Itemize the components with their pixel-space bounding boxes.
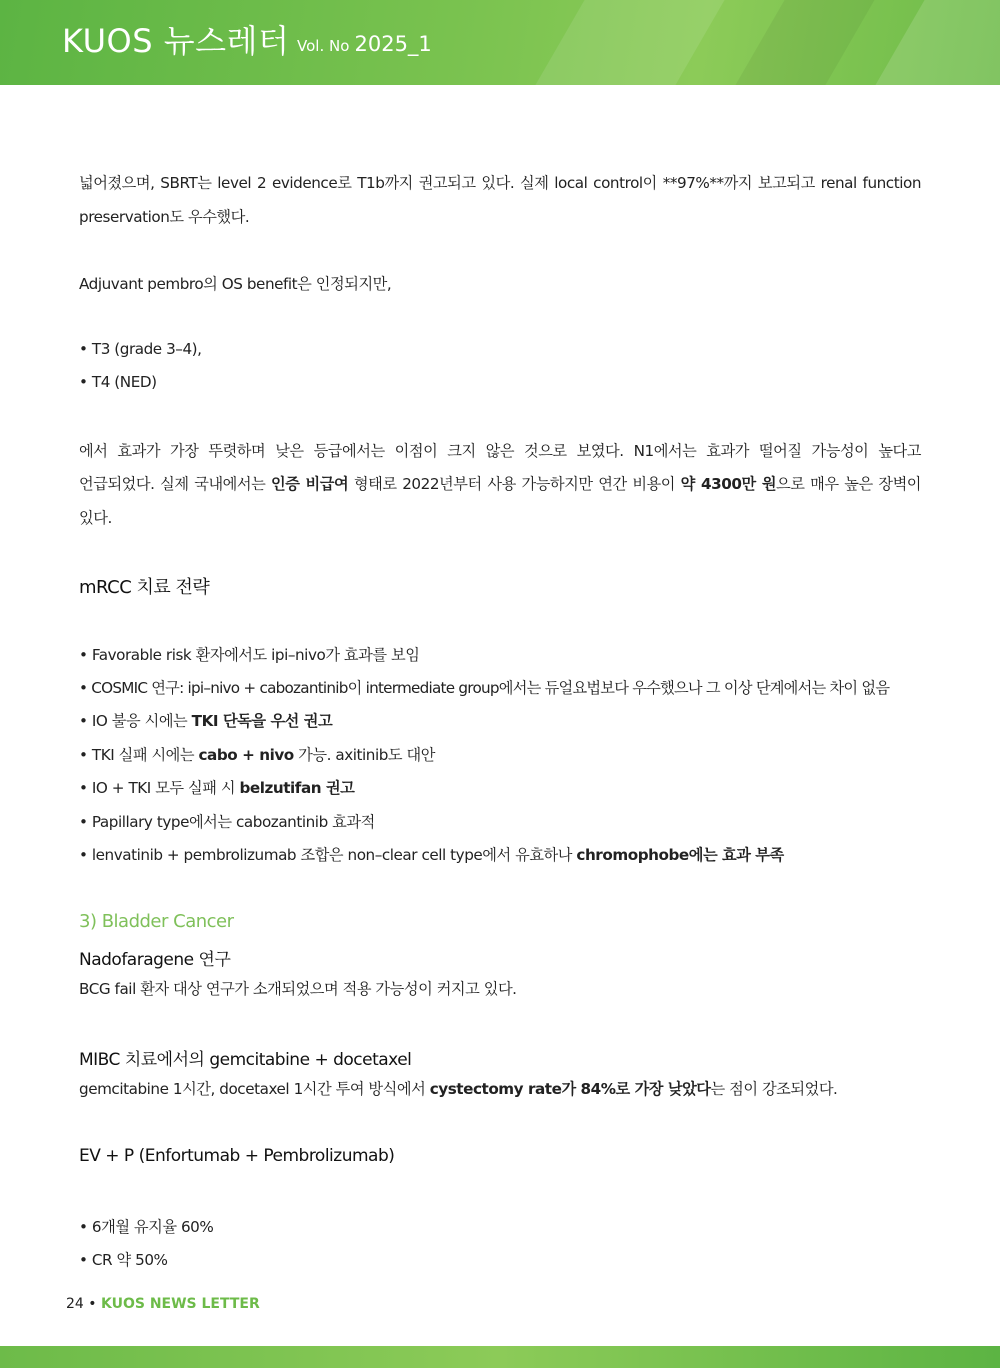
section-heading: mRCC 치료 전략 [79,577,210,598]
text-span: • IO + TKI 모두 실패 시 [79,779,240,797]
text-span: 형태로 2022년부터 사용 가능하지만 연간 비용이 [348,475,681,493]
paragraph-line [79,1078,837,1099]
issue-value: 2025_1 [354,32,432,56]
paragraph-line: BCG fail 환자 대상 연구가 소개되었으며 적용 가능성이 커지고 있다. [79,980,517,998]
list-item [79,844,784,865]
bold-text: belzutifan 권고 [239,779,355,797]
paragraph-line [79,473,921,494]
header-decoration [735,0,874,85]
newsletter-title: KUOS 뉴스레터 [62,22,290,60]
list-item: • 6개월 유지율 60% [79,1218,214,1236]
list-item [79,710,332,731]
header-decoration [875,0,1000,85]
paragraph-line: preservation도 우수했다. [79,208,250,226]
header-decoration [535,0,724,85]
list-item: • T4 (NED) [79,373,157,391]
paragraph-line: 넓어졌으며, SBRT는 level 2 evidence로 T1b까지 권고되고 있다. 실제 local control이 **97%**까지 보고되고 renal function [79,174,921,192]
section-heading: 3) Bladder Cancer [79,911,234,932]
text-span: 는 점이 강조되었다. [710,1080,838,1098]
list-item [79,744,435,765]
list-item: • CR 약 50% [79,1251,168,1269]
subsection-heading: EV + P (Enfortumab + Pembrolizumab) [79,1146,395,1166]
page-number: 24 [66,1296,84,1312]
text-span: 으로 매우 높은 장벽이 [776,475,922,493]
paragraph-line: 에서 효과가 가장 뚜렷하며 낮은 등급에서는 이점이 크지 않은 것으로 보였다. N1에서는 효과가 떨어질 가능성이 높다고 [79,442,921,460]
footer-separator: • [88,1296,97,1312]
page-header [0,0,1000,85]
list-item [79,777,354,798]
paragraph-line: Adjuvant pembro의 OS benefit은 인정되지만, [79,275,392,293]
bold-text: 약 4300만 원 [680,475,777,493]
text-span: 가능. axitinib도 대안 [293,746,435,764]
footer-newsletter-name: KUOS NEWS LETTER [101,1296,260,1312]
text-span: • IO 불응 시에는 [79,712,192,730]
bold-text: cystectomy rate가 84%로 가장 낮았다 [429,1080,711,1098]
footer-bar [0,1346,1000,1368]
text-span: gemcitabine 1시간, docetaxel 1시간 투여 방식에서 [79,1080,430,1098]
bold-text: TKI 단독을 우선 권고 [191,712,333,730]
bold-text: chromophobe에는 효과 부족 [576,846,784,864]
issue-number [297,32,432,56]
list-item: • COSMIC 연구: ipi–nivo + cabozantinib이 intermediate group에서는 듀얼요법보다 우수했으나 그 이상 단계에서는 차이 없음 [79,679,890,697]
text-span: • lenvatinib + pembrolizumab 조합은 non–clear cell type에서 유효하나 [79,846,577,864]
bold-text: 인증 비급여 [271,475,349,493]
text-span: • TKI 실패 시에는 [79,746,199,764]
bold-text: cabo + nivo [198,746,294,764]
list-item: • T3 (grade 3–4), [79,340,202,358]
subsection-heading: MIBC 치료에서의 gemcitabine + docetaxel [79,1050,412,1070]
list-item: • Favorable risk 환자에서도 ipi–nivo가 효과를 보임 [79,646,420,664]
text-span: 언급되었다. 실제 국내에서는 [79,475,271,493]
list-item: • Papillary type에서는 cabozantinib 효과적 [79,813,375,831]
paragraph-line: 있다. [79,509,112,527]
vol-label: Vol. No [297,37,350,55]
page-footer [66,1296,260,1312]
subsection-heading: Nadofaragene 연구 [79,950,231,970]
